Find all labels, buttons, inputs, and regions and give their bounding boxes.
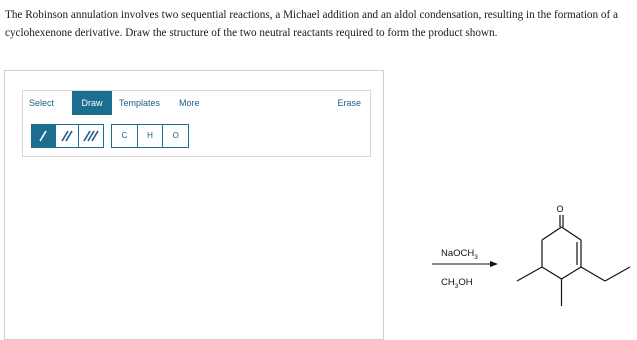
atom-tool-group xyxy=(111,124,189,148)
question-text: The Robinson annulation involves two sequential reactions, a Michael addition and an aldol condensation, resulting in the formation of a cyclohexenone derivative. Draw the structure of the two neutral reactants required to form the product shown. xyxy=(5,9,618,39)
tab-more[interactable]: More xyxy=(179,98,200,108)
atom-h-button[interactable]: H xyxy=(138,125,164,147)
tab-templates[interactable]: Templates xyxy=(119,98,161,108)
triple-bond-icon xyxy=(83,129,99,143)
toolbar-tabs xyxy=(23,91,370,115)
single-bond-icon xyxy=(37,129,49,143)
reagent-base: NaOCH$_3$ xyxy=(441,248,478,261)
atom-o-button[interactable]: O xyxy=(172,131,179,140)
triple-bond-button[interactable] xyxy=(79,125,103,147)
sketcher-toolbar xyxy=(22,90,371,157)
oxygen-label: O xyxy=(556,204,564,214)
product-structure xyxy=(505,195,635,325)
tab-draw[interactable]: Draw xyxy=(72,91,112,115)
atom-c-button[interactable]: C xyxy=(112,125,138,147)
single-bond-button[interactable] xyxy=(32,125,56,147)
double-bond-icon xyxy=(60,129,74,143)
reaction-arrow-icon xyxy=(432,259,500,269)
drawing-panel[interactable] xyxy=(4,70,384,340)
tab-select[interactable]: Select xyxy=(29,98,55,108)
double-bond-button[interactable] xyxy=(56,125,80,147)
reagent-solvent: $CH_3OH$ xyxy=(441,277,473,290)
erase-button[interactable]: Erase xyxy=(337,98,361,108)
bond-tool-group xyxy=(31,124,104,148)
